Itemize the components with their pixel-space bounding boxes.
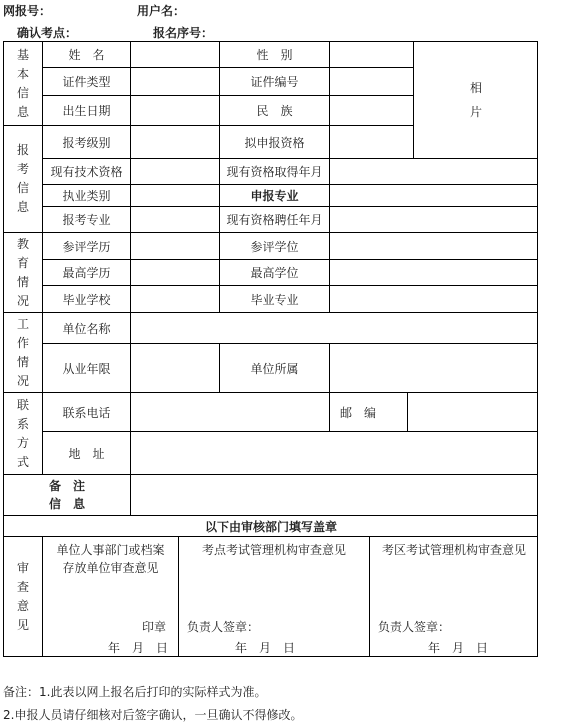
highest-edu-field[interactable] [131,260,220,286]
employer-field[interactable] [131,313,538,344]
hr-review-box[interactable] [43,537,179,656]
section-apply-info: 报 考 信 息 [4,126,43,233]
site-date-label: 年 月 日 [235,641,296,655]
highest-degree-label: 最高学位 [220,260,330,286]
intended-qual-label: 拟申报资格 [220,126,330,159]
grad-school-field[interactable] [131,286,220,313]
highest-edu-label: 最高学历 [43,260,131,286]
apply-level-label: 报考级别 [43,126,131,159]
username-label: 用户名： [137,4,186,18]
note-1: 备注：1.此表以网上报名后打印的实际样式为准。 [3,685,267,699]
site-review-box[interactable] [179,537,370,656]
apply-major-label: 报考专业 [43,207,131,233]
section-review: 审 查 意 见 [4,537,43,656]
cur-qual-year-label: 现有资格取得年月 [220,159,330,185]
registration-form-table [3,41,538,657]
cur-qual-year-field[interactable] [330,159,538,185]
id-type-field[interactable] [131,68,220,96]
eval-edu-label: 参评学历 [43,233,131,260]
section-education: 教 育 情 况 [4,233,43,313]
section-basic-info: 基 本 信 息 [4,42,43,126]
remarks-label: 备 注 信 息 [4,475,131,516]
ethnic-field[interactable] [330,96,414,126]
district-review-box[interactable] [370,537,538,656]
district-review-title: 考区考试管理机构审查意见 [381,543,526,557]
address-field[interactable] [131,432,538,475]
practice-type-field[interactable] [131,185,220,207]
hr-review-title-2: 存放单位审查意见 [62,561,159,575]
district-date-label: 年 月 日 [428,641,489,655]
section-work: 工 作 情 况 [4,313,43,393]
phone-field[interactable] [131,393,330,432]
site-review-title: 考点考试管理机构审查意见 [201,543,346,557]
address-label: 地 址 [43,432,131,475]
id-type-label: 证件类型 [43,68,131,96]
photo-box: 相 片 [414,42,538,159]
online-no-label: 网报号： [3,4,52,18]
hr-date-label: 年 月 日 [107,641,168,655]
years-employed-field[interactable] [131,344,220,393]
id-no-label: 证件编号 [220,68,330,96]
employer-label: 单位名称 [43,313,131,344]
review-banner: 以下由审核部门填写盖章 [4,516,538,537]
years-employed-label: 从业年限 [43,344,131,393]
postcode-label: 邮 编 [330,393,408,432]
phone-label: 联系电话 [43,393,131,432]
apply-level-field[interactable] [131,126,220,159]
name-label: 姓 名 [43,42,131,68]
highest-degree-field[interactable] [330,260,538,286]
birth-field[interactable] [131,96,220,126]
apply-major-bold-label: 申报专业 [220,185,330,207]
eval-degree-field[interactable] [330,233,538,260]
grad-school-label: 毕业学校 [43,286,131,313]
postcode-field[interactable] [408,393,538,432]
employer-affil-field[interactable] [330,344,538,393]
employer-affil-label: 单位所属 [220,344,330,393]
name-field[interactable] [131,42,220,68]
cur-tech-qual-field[interactable] [131,159,220,185]
remarks-field[interactable] [131,475,538,516]
ethnic-label: 民 族 [220,96,330,126]
seal-label: 印章 [141,620,166,634]
gender-field[interactable] [330,42,414,68]
birth-label: 出生日期 [43,96,131,126]
gender-label: 性 别 [220,42,330,68]
hr-review-title-1: 单位人事部门或档案 [56,543,165,557]
apply-major-bold-field[interactable] [330,185,538,207]
confirm-site-label: 确认考点： [17,26,78,40]
site-signer-label: 负责人签章： [187,620,260,634]
intended-qual-field[interactable] [330,126,414,159]
id-no-field[interactable] [330,68,414,96]
reg-seq-label: 报名序号： [153,26,214,40]
cur-qual-hire-year-field[interactable] [330,207,538,233]
district-signer-label: 负责人签章： [378,620,451,634]
cur-tech-qual-label: 现有技术资格 [43,159,131,185]
eval-edu-field[interactable] [131,233,220,260]
grad-major-label: 毕业专业 [220,286,330,313]
grad-major-field[interactable] [330,286,538,313]
cur-qual-hire-year-label: 现有资格聘任年月 [220,207,330,233]
practice-type-label: 执业类别 [43,185,131,207]
note-2: 2.申报人员请仔细核对后签字确认，一旦确认不得修改。 [3,708,303,722]
section-contact: 联 系 方 式 [4,393,43,475]
apply-major-field[interactable] [131,207,220,233]
eval-degree-label: 参评学位 [220,233,330,260]
